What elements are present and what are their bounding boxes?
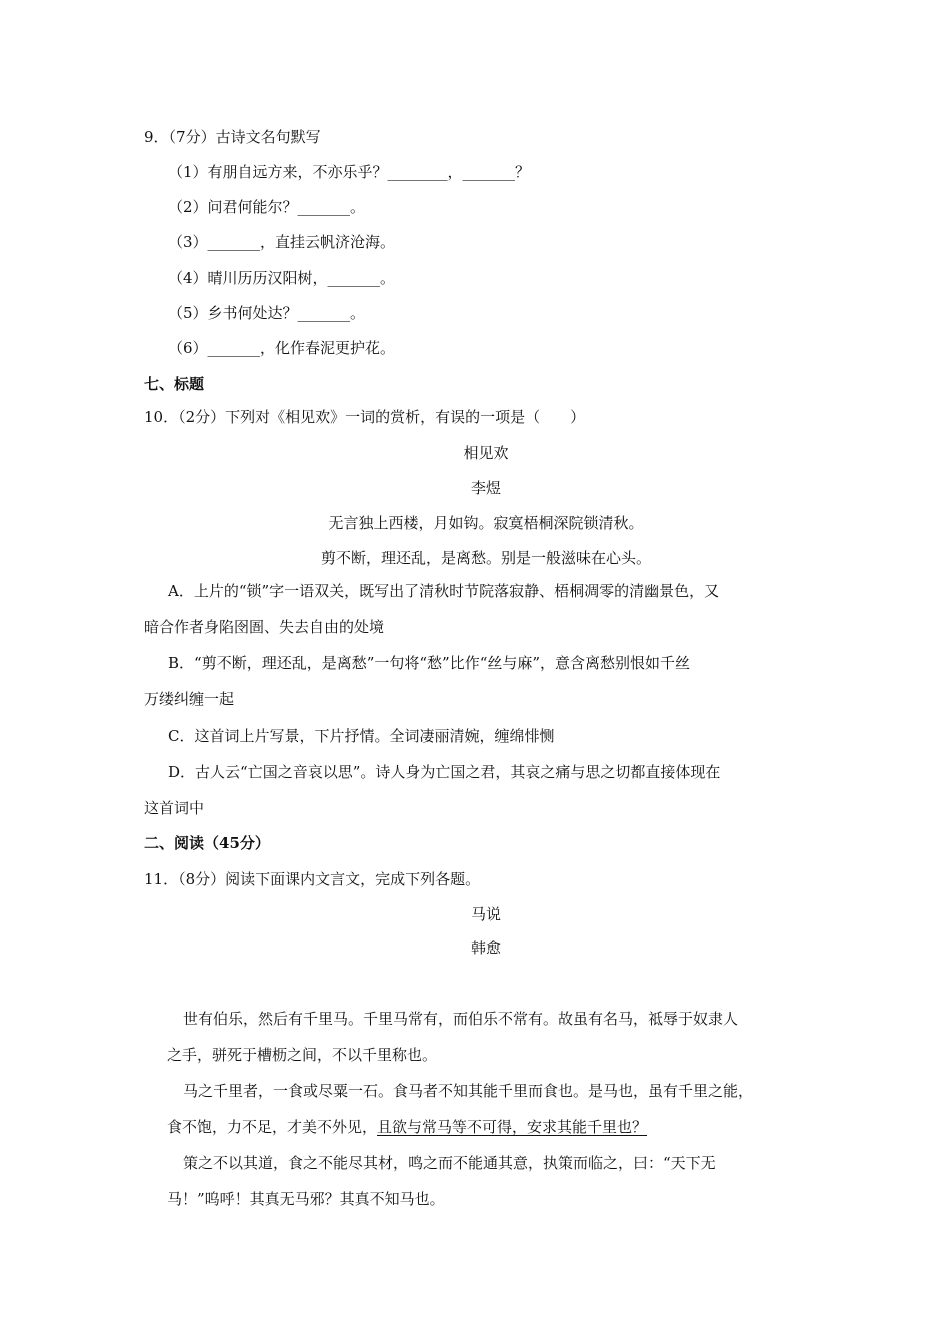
q9-item-3: （3）_______，直挂云帆济沧海。 bbox=[168, 233, 396, 251]
passage-p1-line-2: 之手，骈死于槽枥之间，不以千里称也。 bbox=[167, 1046, 438, 1064]
underlined-sentence: 且欲与常马等不可得，安求其能千里也？ bbox=[377, 1118, 648, 1136]
option-d-line-1: D．古人云“亡国之音哀以思”。诗人身为亡国之君，其哀之痛与思之切都直接体现在 bbox=[168, 763, 721, 781]
poem-title: 相见欢 bbox=[463, 444, 509, 462]
section-7-title: 七、标题 bbox=[144, 375, 205, 393]
passage-title: 马说 bbox=[470, 905, 501, 923]
q10-header: 10．（2分）下列对《相见欢》一词的赏析，有误的一项是（ ） bbox=[144, 408, 586, 426]
q9-item-4: （4）晴川历历汉阳树，_______。 bbox=[168, 269, 396, 287]
passage-p2-line-1: 马之千里者，一食或尽粟一石。食马者不知其能千里而食也。是马也，虽有千里之能， bbox=[183, 1082, 754, 1100]
option-d-line-2: 这首词中 bbox=[144, 799, 205, 817]
section-2-title: 二、阅读（45分） bbox=[144, 834, 270, 852]
option-c-line-1: C．这首词上片写景，下片抒情。全词凄丽清婉，缠绵悱恻 bbox=[168, 727, 555, 745]
q9-item-6: （6）_______，化作春泥更护花。 bbox=[168, 339, 396, 357]
q9-header: 9．（7分）古诗文名句默写 bbox=[144, 128, 321, 146]
passage-author: 韩愈 bbox=[470, 939, 501, 957]
q9-item-2: （2）问君何能尔？_______。 bbox=[168, 198, 366, 216]
poem-author: 李煜 bbox=[470, 479, 501, 497]
option-b-line-2: 万缕纠缠一起 bbox=[144, 690, 235, 708]
passage-p2-plain-text: 食不饱，力不足，才美不外见， bbox=[167, 1118, 378, 1136]
q11-header: 11．（8分）阅读下面课内文言文，完成下列各题。 bbox=[144, 870, 481, 888]
q9-item-5: （5）乡书何处达？_______。 bbox=[168, 304, 366, 322]
passage-p2-line-2 bbox=[167, 1117, 647, 1137]
poem-line-1: 无言独上西楼，月如钩。寂寞梧桐深院锁清秋。 bbox=[328, 514, 644, 532]
passage-p3-line-2: 马！”呜呼！其真无马邪？其真不知马也。 bbox=[167, 1190, 445, 1208]
passage-p3-line-1: 策之不以其道，食之不能尽其材，鸣之而不能通其意，执策而临之，曰：“天下无 bbox=[183, 1154, 716, 1172]
q9-item-1: （1）有朋自远方来，不亦乐乎？________，_______？ bbox=[168, 163, 531, 181]
option-a-line-2: 暗合作者身陷囹圄、失去自由的处境 bbox=[144, 618, 385, 636]
passage-p1-line-1: 世有伯乐，然后有千里马。千里马常有，而伯乐不常有。故虽有名马，祗辱于奴隶人 bbox=[183, 1010, 739, 1028]
option-b-line-1: B．“剪不断，理还乱，是离愁”一句将“愁”比作“丝与麻”，意含离愁别恨如千丝 bbox=[168, 654, 691, 672]
option-a-line-1: A．上片的“锁”字一语双关，既写出了清秋时节院落寂静、梧桐凋零的清幽景色，又 bbox=[168, 582, 720, 600]
poem-line-2: 剪不断，理还乱，是离愁。别是一般滋味在心头。 bbox=[320, 549, 651, 567]
